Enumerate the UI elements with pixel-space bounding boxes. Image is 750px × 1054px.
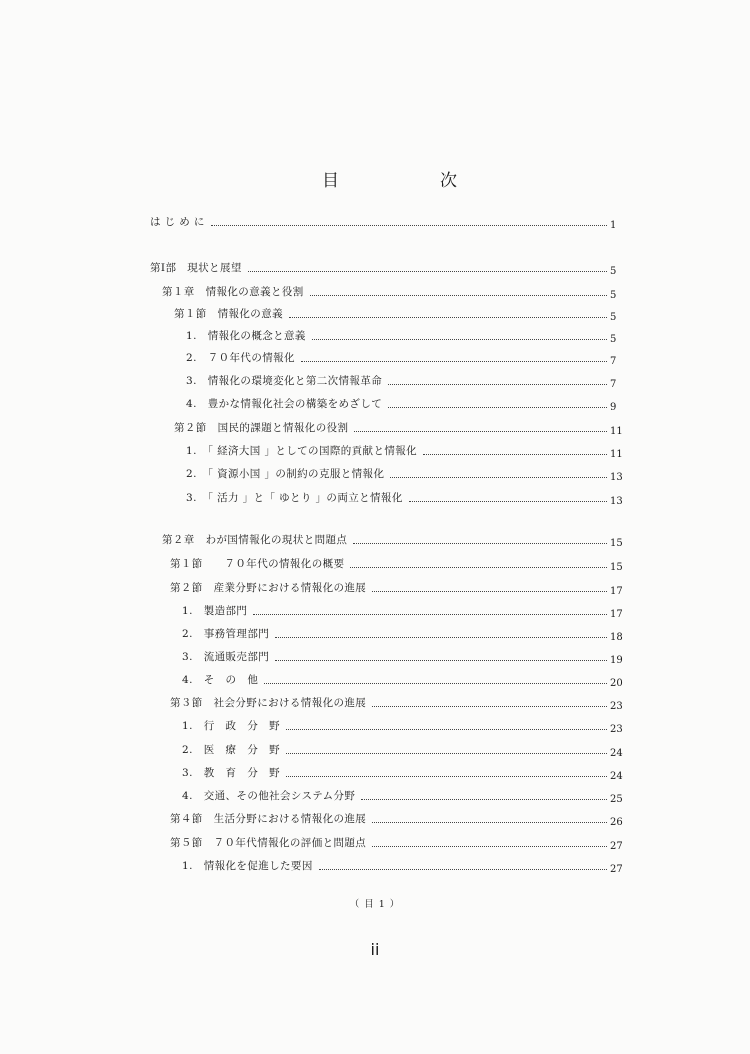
toc-entry-page: 17 <box>610 586 623 597</box>
toc-entry[interactable] <box>170 810 628 826</box>
dot-leader <box>388 383 607 385</box>
toc-entry-label: 第４節 生活分野における情報化の進展 <box>170 813 367 825</box>
toc-entry-page: 5 <box>610 266 617 277</box>
dot-leader <box>372 705 607 707</box>
toc-entry-label: 第３節 社会分野における情報化の進展 <box>170 697 367 709</box>
toc-entry-page: 5 <box>610 312 617 323</box>
toc-entry[interactable] <box>174 419 628 435</box>
dot-leader <box>286 775 607 777</box>
toc-entry-page: 27 <box>610 864 623 875</box>
toc-entry-label: 第１節 情報化の意義 <box>174 308 283 320</box>
toc-entry-label: 3. 情報化の環境変化と第二次情報革命 <box>186 375 383 387</box>
toc-entry[interactable] <box>170 694 628 710</box>
toc-entry[interactable] <box>182 717 628 733</box>
toc-entry-page: 18 <box>610 632 623 643</box>
toc-entry[interactable] <box>186 327 628 343</box>
dot-leader <box>354 430 607 432</box>
dot-leader <box>372 590 607 592</box>
toc-title-part2: 次 <box>440 171 458 191</box>
toc-entry-label: 1. 行 政 分 野 <box>182 720 281 732</box>
toc-entry-label: 第Ⅰ部 現状と展望 <box>150 262 242 274</box>
toc-entry[interactable] <box>186 489 628 505</box>
toc-entry[interactable] <box>150 213 628 229</box>
dot-leader <box>423 453 607 455</box>
toc-entry[interactable] <box>186 395 628 411</box>
toc-entry-page: 11 <box>610 426 623 437</box>
toc-entry[interactable] <box>186 465 628 481</box>
toc-entry-label: 1. 「 経済大国 」としての国際的貢献と情報化 <box>186 445 418 457</box>
toc-entry[interactable] <box>182 857 628 873</box>
toc-entry-page: 17 <box>610 609 623 620</box>
dot-leader <box>409 500 607 502</box>
toc-entry[interactable] <box>182 671 628 687</box>
toc-entry-label: は じ め に <box>150 216 205 228</box>
toc-entry[interactable] <box>182 787 628 803</box>
toc-entry-page: 15 <box>610 562 623 573</box>
dot-leader <box>350 566 607 568</box>
toc-entry-label: 3. 「 活力 」と「 ゆとり 」の両立と情報化 <box>186 492 403 504</box>
toc-entry-label: 第２節 国民的課題と情報化の役割 <box>174 422 349 434</box>
toc-entry[interactable] <box>182 602 628 618</box>
toc-entry-page: 5 <box>610 334 617 345</box>
toc-entry[interactable] <box>182 625 628 641</box>
dot-leader <box>286 752 607 754</box>
toc-entry[interactable] <box>162 283 628 299</box>
toc-entry[interactable] <box>182 741 628 757</box>
toc-entry-page: 15 <box>610 538 623 549</box>
toc-entry-label: 4. 交通、その他社会システム分野 <box>182 790 356 802</box>
toc-entry-page: 13 <box>610 472 623 483</box>
toc-entry[interactable] <box>182 764 628 780</box>
toc-entry-label: 4. そ の 他 <box>182 674 259 686</box>
dot-leader <box>286 728 607 730</box>
toc-entry-page: 7 <box>610 356 617 367</box>
toc-entry-label: 1. 情報化の概念と意義 <box>186 330 306 342</box>
dot-leader <box>310 294 607 296</box>
toc-entry-label: 第２節 産業分野における情報化の進展 <box>170 582 367 594</box>
toc-entry-page: 11 <box>610 449 623 460</box>
toc-entry-label: 2. 事務管理部門 <box>182 628 270 640</box>
toc-entry-page: 23 <box>610 724 623 735</box>
toc-entry-page: 24 <box>610 771 623 782</box>
toc-entry-label: 1. 情報化を促進した要因 <box>182 860 313 872</box>
toc-entry[interactable] <box>182 648 628 664</box>
toc-entry[interactable] <box>174 305 628 321</box>
dot-leader <box>275 659 607 661</box>
toc-entry-page: 25 <box>610 794 623 805</box>
toc-entry-page: 24 <box>610 748 623 759</box>
toc-title-part1: 目 <box>322 171 340 191</box>
toc-entry-label: 4. 豊かな情報化社会の構築をめざして <box>186 398 383 410</box>
dot-leader <box>275 636 607 638</box>
toc-entry-label: 2. 医 療 分 野 <box>182 744 281 756</box>
toc-entry-label: 第１章 情報化の意義と役割 <box>162 286 304 298</box>
toc-entry-page: 7 <box>610 379 617 390</box>
dot-leader <box>319 868 607 870</box>
toc-entry-page: 23 <box>610 701 623 712</box>
dot-leader <box>361 798 607 800</box>
dot-leader <box>390 476 607 478</box>
toc-entry[interactable] <box>186 349 628 365</box>
dot-leader <box>211 224 607 226</box>
toc-entry[interactable] <box>170 555 628 571</box>
toc-entry[interactable] <box>186 372 628 388</box>
toc-entry-label: 第５節 ７０年代情報化の評価と問題点 <box>170 837 367 849</box>
toc-entry[interactable] <box>170 579 628 595</box>
toc-entry-label: 第１節 ７０年代の情報化の概要 <box>170 558 345 570</box>
page-footer: （ 目 1 ） <box>349 899 401 910</box>
dot-leader <box>264 682 607 684</box>
dot-leader <box>353 542 607 544</box>
toc-entry-page: 27 <box>610 841 623 852</box>
toc-entry[interactable] <box>186 442 628 458</box>
toc-entry-page: 9 <box>610 402 617 413</box>
toc-entry-page: 1 <box>610 220 617 231</box>
dot-leader <box>372 821 607 823</box>
toc-entry-page: 19 <box>610 655 623 666</box>
toc-entry[interactable] <box>162 531 628 547</box>
dot-leader <box>248 270 607 272</box>
toc-entry-label: 2. ７０年代の情報化 <box>186 352 295 364</box>
toc-entry-page: 13 <box>610 496 623 507</box>
dot-leader <box>312 338 607 340</box>
toc-entry-label: 3. 教 育 分 野 <box>182 767 281 779</box>
toc-entry-label: 第２章 わが国情報化の現状と問題点 <box>162 534 348 546</box>
toc-entry-label: 1. 製造部門 <box>182 605 248 617</box>
toc-entry-page: 26 <box>610 817 623 828</box>
dot-leader <box>289 316 607 318</box>
dot-leader <box>253 613 607 615</box>
page-folio: ii <box>370 940 380 959</box>
dot-leader <box>372 845 607 847</box>
toc-entry[interactable] <box>170 834 628 850</box>
dot-leader <box>388 406 607 408</box>
toc-entry-page: 20 <box>610 678 623 689</box>
dot-leader <box>301 360 607 362</box>
toc-entry-label: 2. 「 資源小国 」の制約の克服と情報化 <box>186 468 385 480</box>
toc-entry[interactable] <box>150 259 628 275</box>
toc-entry-label: 3. 流通販売部門 <box>182 651 270 663</box>
toc-entry-page: 5 <box>610 290 617 301</box>
